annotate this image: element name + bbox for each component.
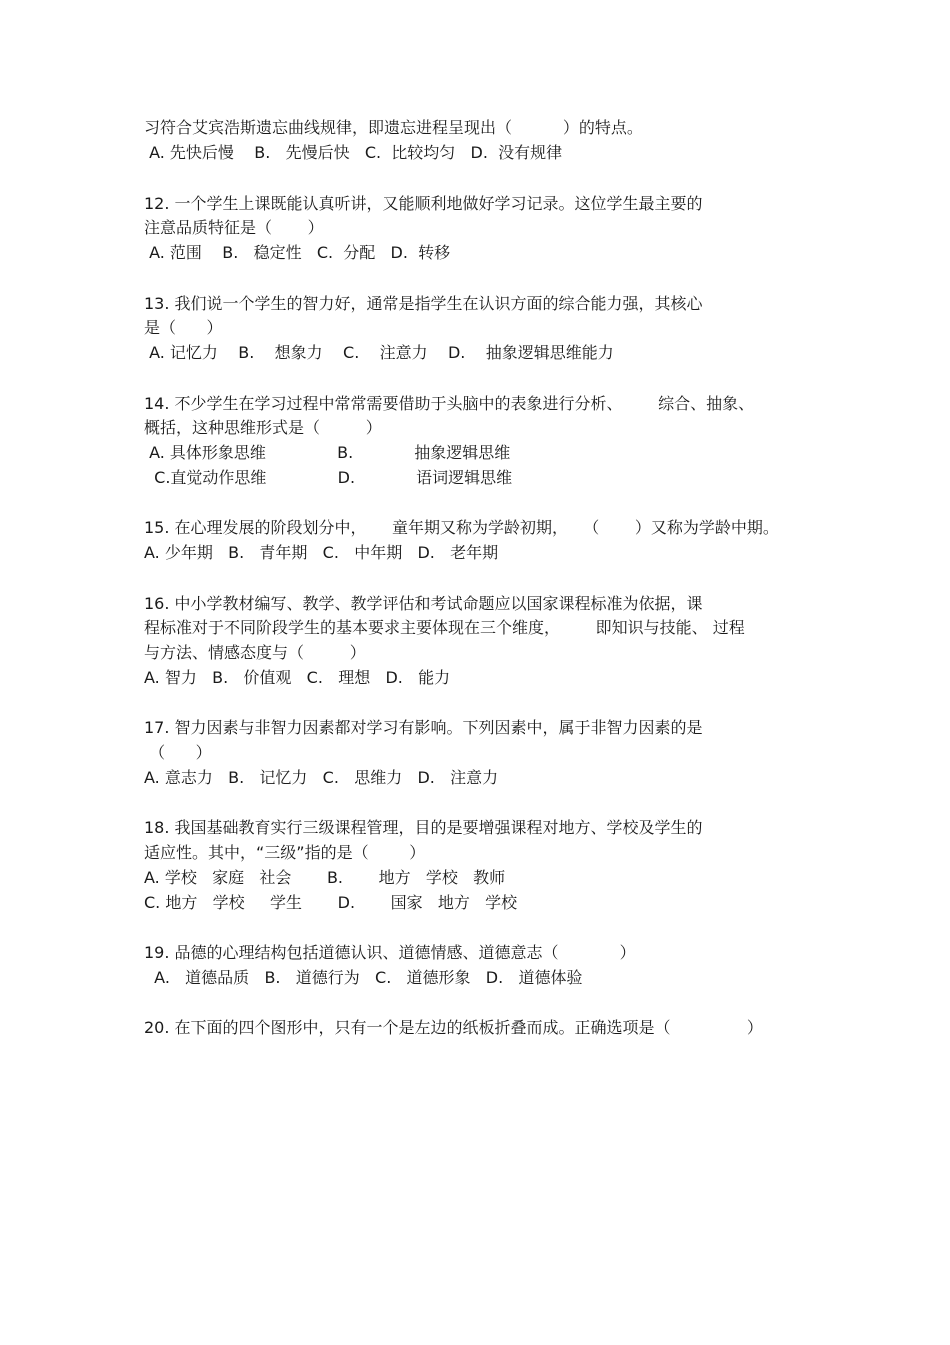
q15-stem-line: 15. 在心理发展的阶段划分中， 童年期又称为学龄初期， （ ）又称为学龄中期。 — [144, 518, 779, 537]
q16-stem-line-1: 16. 中小学教材编写、教学、教学评估和考试命题应以国家课程标准为依据，课 — [144, 594, 703, 613]
q12-options: A. 范围 B. 稳定性 C. 分配 D. 转移 — [144, 243, 451, 262]
q11-options: A. 先快后慢 B. 先慢后快 C. 比较均匀 D. 没有规律 — [144, 143, 563, 162]
q14-stem-line-1: 14. 不少学生在学习过程中常常需要借助于头脑中的表象进行分析、 综合、抽象、 — [144, 394, 755, 413]
q18-stem-line-2: 适应性。其中，“三级”指的是（ ） — [144, 843, 426, 862]
q18-stem-line-1: 18. 我国基础教育实行三级课程管理，目的是要增强课程对地方、学校及学生的 — [144, 818, 703, 837]
q20-stem-line: 20. 在下面的四个图形中，只有一个是左边的纸板折叠而成。正确选项是（ ） — [144, 1018, 763, 1037]
q19-stem-line: 19. 品德的心理结构包括道德认识、道德情感、道德意志（ ） — [144, 943, 636, 962]
q13-stem-line-1: 13. 我们说一个学生的智力好，通常是指学生在认识方面的综合能力强，其核心 — [144, 294, 703, 313]
q12-stem-line-2: 注意品质特征是（ ） — [144, 218, 324, 237]
q16-options: A. 智力 B. 价值观 C. 理想 D. 能力 — [144, 668, 451, 687]
q13-options: A. 记忆力 B. 想象力 C. 注意力 D. 抽象逻辑思维能力 — [144, 343, 614, 362]
q11-stem-line: 习符合艾宾浩斯遗忘曲线规律，即遗忘进程呈现出（ ）的特点。 — [144, 118, 643, 137]
q18-options-1: A. 学校 家庭 社会 B. 地方 学校 教师 — [144, 868, 506, 887]
q16-stem-line-2: 程标准对于不同阶段学生的基本要求主要体现在三个维度， 即知识与技能、 过程 — [144, 618, 745, 637]
q15-options: A. 少年期 B. 青年期 C. 中年期 D. 老年期 — [144, 543, 499, 562]
q17-options: A. 意志力 B. 记忆力 C. 思维力 D. 注意力 — [144, 768, 499, 787]
q14-options-1: A. 具体形象思维 B. 抽象逻辑思维 — [144, 443, 511, 462]
q18-options-2: C. 地方 学校 学生 D. 国家 地方 学校 — [144, 893, 518, 912]
q16-stem-line-3: 与方法、情感态度与（ ） — [144, 643, 366, 662]
q17-stem-line-1: 17. 智力因素与非智力因素都对学习有影响。下列因素中，属于非智力因素的是 — [144, 718, 703, 737]
q12-stem-line-1: 12. 一个学生上课既能认真听讲，又能顺利地做好学习记录。这位学生最主要的 — [144, 194, 703, 213]
q14-stem-line-2: 概括，这种思维形式是（ ） — [144, 418, 382, 437]
q17-stem-line-2: （ ） — [144, 743, 212, 762]
q19-options: A. 道德品质 B. 道德行为 C. 道德形象 D. 道德体验 — [144, 968, 583, 987]
q14-options-2: C.直觉动作思维 D. 语词逻辑思维 — [144, 468, 513, 487]
q13-stem-line-2: 是（ ） — [144, 318, 223, 337]
